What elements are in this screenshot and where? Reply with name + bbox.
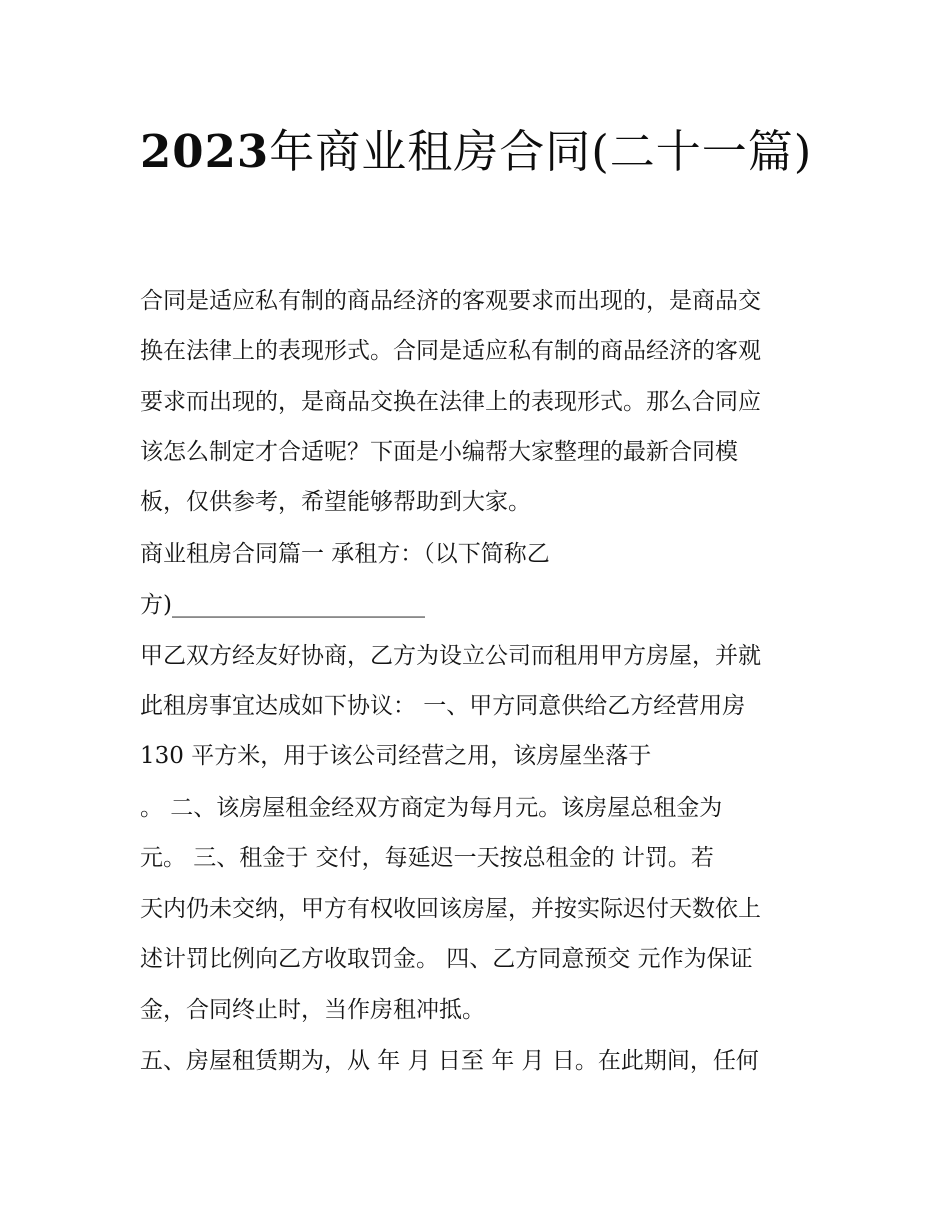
paragraph-line: 述计罚比例向乙方收取罚金。 四、乙方同意预交 元作为保证	[140, 946, 753, 972]
paragraph-line: 合同是适应私有制的商品经济的客观要求而出现的，是商品交	[140, 288, 761, 314]
paragraph-line: 该怎么制定才合适呢？下面是小编帮大家整理的最新合同模	[140, 439, 738, 465]
paragraph-line: 换在法律上的表现形式。合同是适应私有制的商品经济的客观	[140, 338, 761, 364]
paragraph-line: 板，仅供参考，希望能够帮助到大家。	[140, 489, 531, 515]
paragraph-line: 。 二、该房屋租金经双方商定为每月元。该房屋总租金为	[140, 795, 723, 821]
paragraph-line: 此租房事宜达成如下协议： 一、甲方同意供给乙方经营用房	[140, 693, 746, 719]
paragraph-line: 金，合同终止时，当作房租冲抵。	[140, 997, 485, 1023]
paragraph-line: 130 平方米，用于该公司经营之用，该房屋坐落于	[140, 743, 652, 769]
paragraph-line: 要求而出现的，是商品交换在法律上的表现形式。那么合同应	[140, 389, 761, 415]
paragraph-line: 天内仍未交纳，甲方有权收回该房屋，并按实际迟付天数依上	[140, 896, 761, 922]
paragraph-line: 方)______________________	[140, 592, 425, 618]
paragraph-line: 商业租房合同篇一 承租方：（以下简称乙	[140, 541, 550, 567]
paragraph-line: 元。 三、租金于 交付，每延迟一天按总租金的 计罚。若	[140, 845, 714, 871]
document-title	[140, 112, 820, 192]
paragraph-line: 五、房屋租赁期为，从 年 月 日至 年 月 日。在此期间，任何	[140, 1048, 759, 1074]
paragraph-line: 甲乙双方经友好协商，乙方为设立公司而租用甲方房屋，并就	[140, 643, 761, 669]
title-year: 2023	[140, 125, 270, 178]
title-text: 年商业租房合同(二十一篇)	[269, 125, 813, 178]
